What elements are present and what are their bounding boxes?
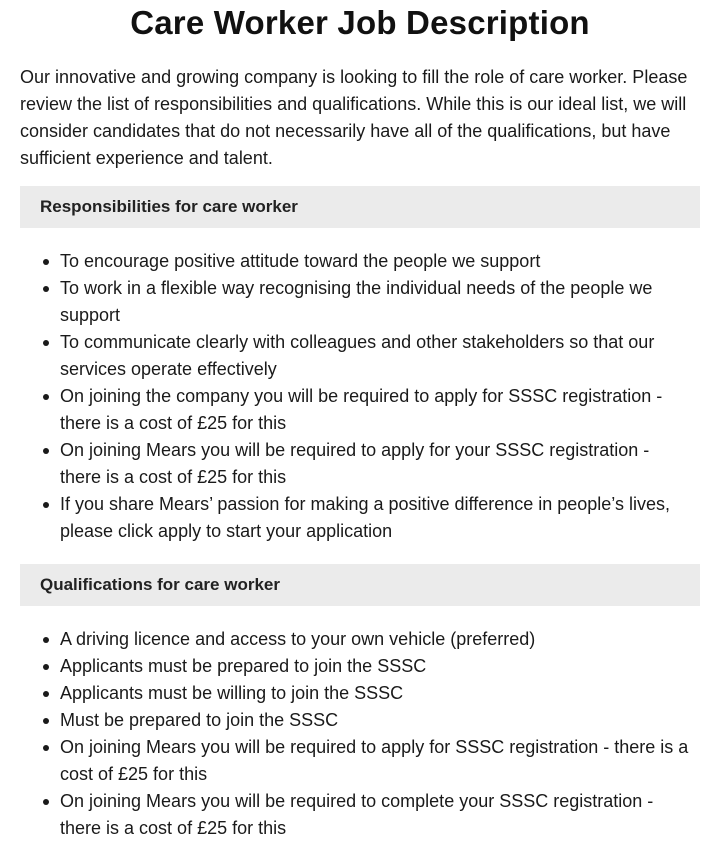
list-item: Applicants must be prepared to join the SSSC (60, 653, 700, 680)
qualifications-list (20, 626, 700, 842)
page-title: Care Worker Job Description (130, 4, 590, 41)
list-item: On joining Mears you will be required to apply for your SSSC registration - there is a cost of £25 for this (60, 437, 700, 491)
responsibilities-heading-label: Responsibilities for care worker (40, 197, 298, 216)
qualifications-heading-label: Qualifications for care worker (40, 575, 280, 594)
list-item: On joining the company you will be required to apply for SSSC registration - there is a cost of £25 for this (60, 383, 700, 437)
list-item: Applicants must be willing to join the SSSC (60, 680, 700, 707)
list-item: To communicate clearly with colleagues and other stakeholders so that our services operate effectively (60, 329, 700, 383)
responsibilities-list (20, 248, 700, 545)
responsibilities-heading (20, 186, 700, 228)
list-item: If you share Mears’ passion for making a positive difference in people’s lives, please click apply to start your application (60, 491, 700, 545)
list-item: On joining Mears you will be required to complete your SSSC registration - there is a cost of £25 for this (60, 788, 700, 842)
list-item: To work in a flexible way recognising the individual needs of the people we support (60, 275, 700, 329)
intro-paragraph: Our innovative and growing company is looking to fill the role of care worker. Please review the list of responsibilities and qualifications. While this is our ideal list, we will consider candidates that do not necessarily have all of the qualifications, but have sufficient experience and talent. (20, 67, 688, 168)
list-item: A driving licence and access to your own vehicle (preferred) (60, 626, 700, 653)
list-item: On joining Mears you will be required to apply for SSSC registration - there is a cost of £25 for this (60, 734, 700, 788)
list-item: To encourage positive attitude toward the people we support (60, 248, 700, 275)
list-item: Must be prepared to join the SSSC (60, 707, 700, 734)
qualifications-heading (20, 564, 700, 606)
